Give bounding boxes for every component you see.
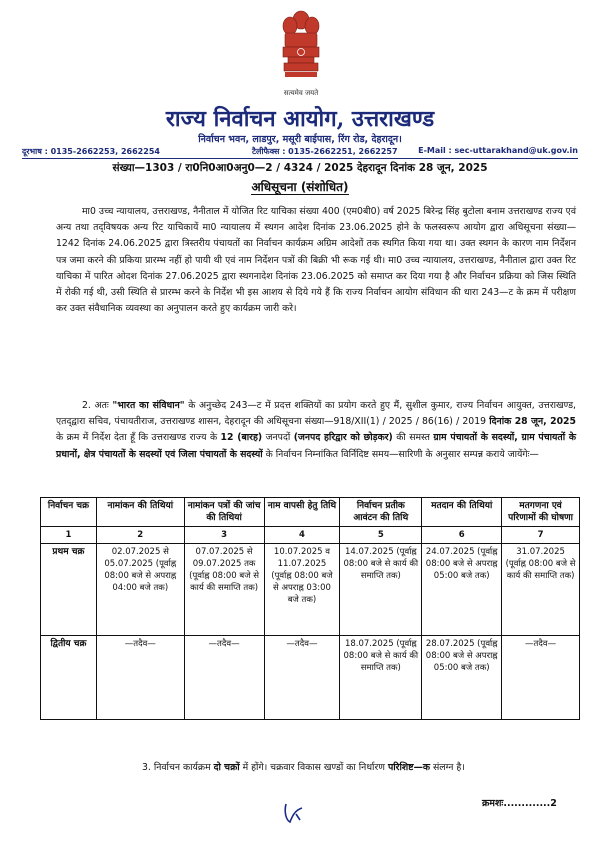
table-cell: —तदैव— [96, 636, 184, 720]
p2-bold-4: (जनपद हरिद्वार को छोड़कर) [293, 432, 393, 444]
table-cell: —तदैव— [184, 636, 264, 720]
p3-bold-1: दो चक्रों [213, 762, 240, 773]
phase-label: द्वितीय चक्र [41, 636, 97, 720]
p2-text-5: की समस्त [392, 432, 434, 444]
p2-bold-3: 12 (बारह) [220, 432, 263, 444]
table-cell: 10.07.2025 व 11.07.2025 (पूर्वाह्न 08:00 बजे से अपराह्न 03:00 बजे तक) [264, 544, 340, 636]
p2-bold-2: दिनांक 28 जून, 2025 [489, 416, 576, 428]
column-number: 7 [502, 527, 580, 544]
p2-bold-5: ग्राम पंचायतों के सदस्यों, ग्राम पंचायतों के प्रधानों, क्षेत्र पंचायतों के सदस्यों एवं जिला पंचायतों के सदस्यों [56, 432, 576, 460]
p2-text-6: के निर्वाचन निम्नांकित विर्निदिष्ट समय—सारिणी के अनुसार सम्पन्न कराये जायेंगेः— [262, 448, 539, 460]
notice-title-text: अधिसूचना (संशोधित) [251, 180, 349, 194]
paragraph-3-text [56, 760, 576, 776]
header-divider [22, 158, 578, 159]
table-cell: 28.07.2025 (पूर्वाह्न 08:00 बजे से अपराह्न 05:00 बजे तक) [422, 636, 502, 720]
table-header: नामांकन की तिथियां [96, 498, 184, 527]
table-header: निर्वाचन चक्र [41, 498, 97, 527]
phase-label: प्रथम चक्र [41, 544, 97, 636]
p3-text-2: में होंगे। चक्रवार विकास खण्डों का निर्धारण [239, 762, 388, 773]
p3-text-1: 3. निर्वाचन कार्यक्रम [142, 762, 214, 773]
table-row-phase-2 [41, 636, 580, 720]
email-address: E-Mail : sec-uttarakhand@uk.gov.in [418, 146, 578, 155]
column-number: 4 [264, 527, 340, 544]
paragraph-1 [56, 204, 576, 317]
p2-text-4: जनपदों [262, 432, 294, 444]
paragraph-3 [56, 760, 576, 776]
p3-text-3: संलग्न है। [430, 762, 465, 773]
column-number: 6 [422, 527, 502, 544]
organization-address: निर्वाचन भवन, लाडपुर, मसूरी बाईपास, रिंग रोड, देहरादून। [198, 134, 402, 145]
table-cell: —तदैव— [264, 636, 340, 720]
column-number: 2 [96, 527, 184, 544]
ashoka-emblem-icon [279, 6, 323, 88]
signature-mark [280, 800, 310, 826]
table-header: निर्वाचन प्रतीक आवंटन की तिथि [340, 498, 422, 527]
national-emblem [273, 6, 329, 106]
table-row-phase-1 [41, 544, 580, 636]
election-schedule-table [40, 497, 580, 720]
organization-title: राज्य निर्वाचन आयोग, उत्तराखण्ड [165, 106, 435, 132]
table-number-row [41, 527, 580, 544]
table-header: मतगणना एवं परिणामों की घोषणा [502, 498, 580, 527]
reference-number: संख्या—1303 / रा0नि0आ0अनु0—2 / 4324 / 2025 देहरादून दिनांक 28 जून, 2025 [112, 162, 488, 174]
table-header: नामांकन पत्रों की जांच की तिथियां [184, 498, 264, 527]
table-cell: 02.07.2025 से 05.07.2025 (पूर्वाह्न 08:00 बजे से अपराह्न 04:00 बजे तक) [96, 544, 184, 636]
table-cell: 14.07.2025 (पूर्वाह्न 08:00 बजे से कार्य की समाप्ति तक) [340, 544, 422, 636]
p2-bold-1: "भारत का संविधान" [112, 400, 185, 411]
paragraph-2 [56, 398, 576, 463]
table-header: मतदान की तिथियां [422, 498, 502, 527]
p2-text-2: के अनुच्छेद 243—ट में प्रदत्त शक्तियों का प्रयोग करते हुए मैं, सुशील कुमार, राज्य निर्वाचन आयुक्त, उत्तराखण्ड, एतद्‌द्वारा सचिव, पंचायतीराज, उत्तराखण्ड शासन, देहरादून की अधिसूचना संख्या—918/XII(1) / 2025 / 86(16) / 2019 [56, 400, 577, 428]
p2-text-3: के क्रम में निर्देश देता हूँ कि उत्तराखण्ड राज्य के [56, 432, 221, 444]
column-number: 5 [340, 527, 422, 544]
notice-title [0, 178, 600, 195]
paragraph-2-text [56, 398, 576, 463]
p3-bold-2: परिशिष्ट—क [387, 762, 431, 773]
table-cell: 24.07.2025 (पूर्वाह्न 08:00 बजे से अपराह्न 05:00 बजे तक) [422, 544, 502, 636]
p2-text-1: 2. अतः [82, 400, 113, 411]
emblem-motto: सत्यमेव जयते [283, 89, 319, 97]
table-cell: 31.07.2025 (पूर्वाह्न 08:00 बजे से कार्य की समाप्ति तक) [502, 544, 580, 636]
column-number: 1 [41, 527, 97, 544]
table-header-row [41, 498, 580, 527]
table-cell: 18.07.2025 (पूर्वाह्न 08:00 बजे से कार्य की समाप्ति तक) [340, 636, 422, 720]
table-header: नाम वापसी हेतु तिथि [264, 498, 340, 527]
phone-number: दूरभाष : 0135-2662253, 2662254 [22, 147, 160, 156]
fax-number: टैलीफैक्स : 0135-2662251, 2662257 [252, 147, 398, 156]
continued-marker: क्रमशः.............2 [482, 798, 557, 809]
table-cell: 07.07.2025 से 09.07.2025 तक (पूर्वाह्न 08:00 बजे से कार्य की समाप्ति तक) [184, 544, 264, 636]
column-number: 3 [184, 527, 264, 544]
table-cell: —तदैव— [502, 636, 580, 720]
paragraph-1-text: मा0 उच्च न्यायालय, उत्तराखण्ड, नैनीताल में योजित रिट याचिका संख्या 400 (एम0बी0) वर्ष 2025 बिरेन्द्र सिंह बुटोला बनाम उत्तराखण्ड राज्य एवं अन्य तथा तद्‌विषयक अन्य रिट याचिकायें मा0 न्यायालय में स्थगन आदेश दिनांक 23.06.2025 होने के फलस्वरूप आयोग द्वारा अधिसूचना संख्या—1242 दिनांक 24.06.2025 द्वारा त्रिस्तरीय पंचायतों का निर्वाचन कार्यक्रम अग्रिम आदेशों तक स्थगित किया गया था। उक्त स्थगन के कारण नाम निर्देशन पत्र जमा करने की प्रकिया प्रारम्भ नहीं हो पायी थी एवं नाम निर्देशन पत्रों की बिक्री भी रूक गई थी। मा0 उच्च न्यायालय, उत्तराखण्ड, नैनीताल द्वारा उक्त रिट याचिका में पारित ओदश दिनांक 27.06.2025 द्वारा स्थगनादेश दिनांक 23.06.2025 को समाप्त कर दिया गया है और निर्वाचन प्रक्रिया को जिस स्थिति में रोकी गई थी, उसी स्थिति से प्रारम्भ करने के निर्देश भी इस आशय से दिये गये हैं कि राज्य निर्वाचन आयोग संविधान की धारा 243—ट के क्रम में परीक्षण कर उक्त संवैधानिक व्यवस्था का अनुपालन करते हुए कार्यक्रम जारी करे। [56, 206, 576, 315]
